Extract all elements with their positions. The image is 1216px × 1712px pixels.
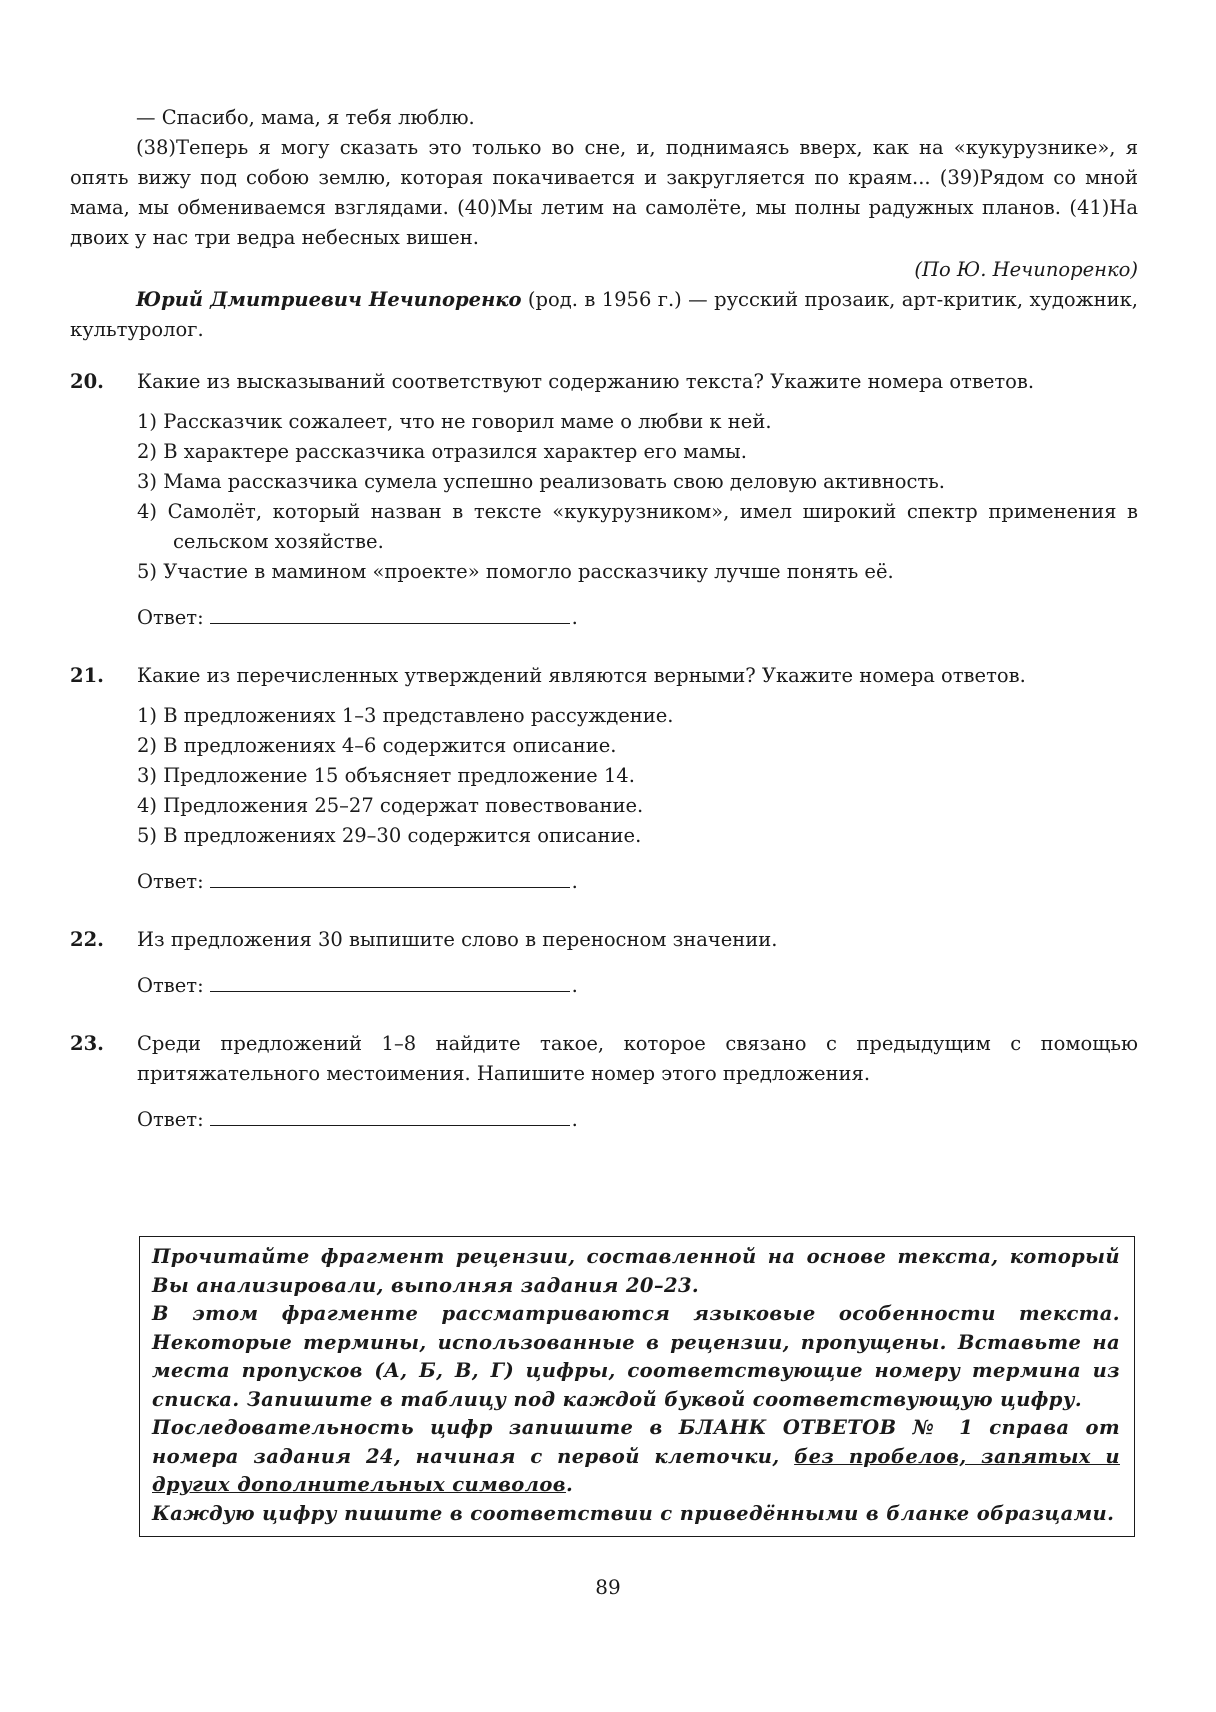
task-21: [70, 661, 1138, 897]
page-content: [70, 103, 1138, 1135]
task-question: Какие из перечисленных утверждений являются верными? Укажите номера ответов.: [137, 664, 1026, 687]
option-item: 5) В предложениях 29–30 содержится описание.: [137, 824, 642, 847]
answer-field[interactable]: [210, 969, 570, 992]
author-bio: [70, 285, 1138, 345]
task-number: 21.: [70, 664, 104, 687]
answer-label: Ответ:: [137, 870, 204, 893]
task-number: 22.: [70, 928, 104, 951]
task-number: 20.: [70, 370, 104, 393]
task-23: [70, 1029, 1138, 1135]
option-item: 3) Предложение 15 объясняет предложение 14.: [137, 764, 635, 787]
answer-label: Ответ:: [137, 1108, 204, 1131]
task-22: [70, 925, 1138, 1001]
page-number: 89: [595, 1575, 621, 1599]
author-name: Юрий Дмитриевич Нечипоренко: [136, 288, 522, 311]
answer-row: Ответ: .: [137, 865, 1138, 897]
answer-row: Ответ: .: [137, 601, 1138, 633]
task-question: Из предложения 30 выпишите слово в переносном значении.: [137, 928, 778, 951]
task-question: Какие из высказываний соответствуют содержанию текста? Укажите номера ответов.: [137, 370, 1035, 393]
dialog-line: — Спасибо, мама, я тебя люблю.: [136, 106, 475, 129]
option-item: 2) В характере рассказчика отразился характер его мамы.: [137, 440, 747, 463]
option-item: 1) Рассказчик сожалеет, что не говорил маме о любви к ней.: [137, 410, 772, 433]
option-item: 4) Самолёт, который назван в тексте «кукурузником», имел широкий спектр применения в сельском хозяйстве.: [137, 500, 1138, 553]
answer-field[interactable]: [210, 865, 570, 888]
option-item: 5) Участие в мамином «проекте» помогло рассказчику лучше понять её.: [137, 560, 894, 583]
answer-row: Ответ: .: [137, 1103, 1138, 1135]
instruction-paragraph: [152, 1414, 1120, 1500]
instruction-paragraph: Каждую цифру пишите в соответствии с приведёнными в бланке образцами.: [152, 1501, 1115, 1525]
task-question: Среди предложений 1–8 найдите такое, которое связано с предыдущим с помощью притяжательного местоимения. Напишите номер этого предложения.: [137, 1032, 1138, 1085]
answer-field[interactable]: [210, 601, 570, 624]
option-item: 2) В предложениях 4–6 содержится описание.: [137, 734, 617, 757]
answer-row: Ответ: .: [137, 969, 1138, 1001]
underlined-instruction: без пробелов, запятых и других дополнительных символов: [152, 1444, 1120, 1496]
paragraph-38-41: (38)Теперь я могу сказать это только во сне, и, поднимаясь вверх, как на «кукурузнике», я опять вижу под собою землю, которая покачивается и закругляется по краям... (39)Рядом со мной мама, мы обмениваемся взглядами. (40)Мы летим на самолёте, мы полны радужных планов. (41)На двоих у нас три ведра небесных вишен.: [70, 136, 1138, 249]
option-item: 3) Мама рассказчика сумела успешно реализовать свою деловую активность.: [137, 470, 945, 493]
instruction-text: Последовательность цифр запишите в БЛАНК ОТВЕТОВ № 1 справа от номера задания 24, начиная с первой клеточки,: [152, 1416, 1120, 1468]
instruction-text: .: [565, 1473, 574, 1496]
source-attribution: (По Ю. Нечипоренко): [914, 258, 1138, 281]
options-list: [137, 701, 1138, 851]
task-20: [70, 367, 1138, 633]
answer-field[interactable]: [210, 1103, 570, 1126]
instruction-paragraph: Прочитайте фрагмент рецензии, составленной на основе текста, который Вы анализировали, выполняя задания 20–23.: [152, 1245, 1120, 1297]
option-item: 1) В предложениях 1–3 представлено рассуждение.: [137, 704, 674, 727]
answer-label: Ответ:: [137, 606, 204, 629]
options-list: [137, 407, 1138, 587]
instructions-box: [139, 1236, 1135, 1537]
instruction-paragraph: В этом фрагменте рассматриваются языковые особенности текста. Некоторые термины, использованные в рецензии, пропущены. Вставьте на места пропусков (А, Б, В, Г) цифры, соответствующие номеру термина из списка. Запишите в таблицу под каждой буквой соответствующую цифру.: [152, 1302, 1120, 1411]
task-number: 23.: [70, 1032, 104, 1055]
answer-label: Ответ:: [137, 974, 204, 997]
option-item: 4) Предложения 25–27 содержат повествование.: [137, 794, 644, 817]
author-bio-text: (род. в 1956 г.) — русский прозаик, арт-критик, художник, культуролог.: [70, 288, 1138, 341]
